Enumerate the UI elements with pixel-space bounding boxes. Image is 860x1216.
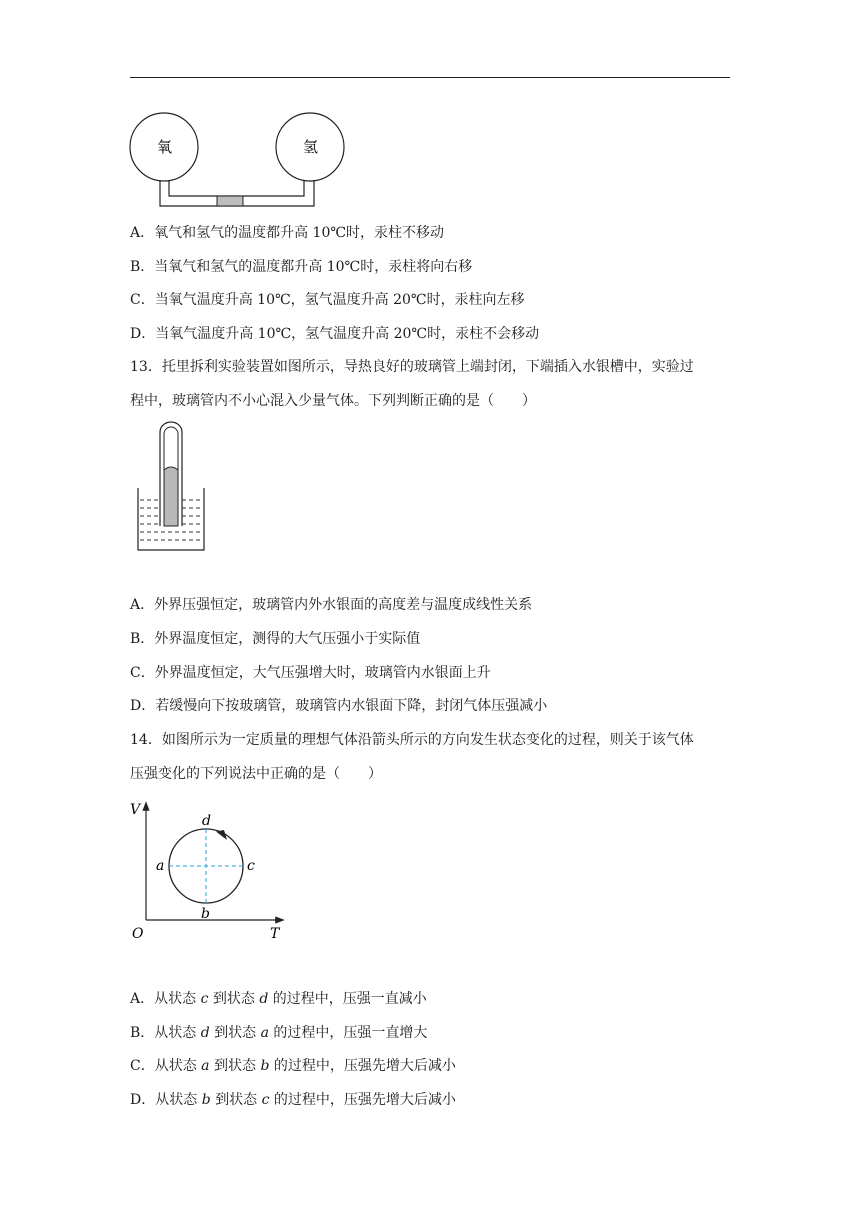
q14-option-d: D．从状态 b 到状态 c 的过程中，压强先增大后减小	[130, 1092, 456, 1108]
q14-stem-line-2: 压强变化的下列说法中正确的是（ ）	[130, 766, 382, 782]
q13-stem-line-2: 程中，玻璃管内不小心混入少量气体。下列判断正确的是（ ）	[130, 393, 536, 409]
origin-label: O	[132, 926, 144, 942]
q14-option-b: B．从状态 d 到状态 a 的过程中，压强一直增大	[130, 1025, 428, 1041]
tube-mercury-column	[164, 467, 178, 526]
q13-option-a: A．外界压强恒定，玻璃管内外水银面的高度差与温度成线性关系	[130, 597, 533, 613]
q14-stem-line-1: 14．如图所示为一定质量的理想气体沿箭头所示的方向发生状态变化的过程，则关于该气体	[130, 732, 694, 748]
v-axis-label: V	[130, 802, 141, 818]
mercury-column	[217, 196, 243, 206]
label-b: b	[201, 906, 210, 922]
t-axis-label: T	[270, 926, 280, 942]
q13-option-d: D．若缓慢向下按玻璃管，玻璃管内水银面下降，封闭气体压强减小	[130, 698, 548, 714]
q13-option-c: C．外界温度恒定，大气压强增大时，玻璃管内水银面上升	[130, 665, 491, 681]
q12-option-d: D．当氧气温度升高 10℃，氢气温度升高 20℃时，汞柱不会移动	[130, 326, 540, 342]
q12-option-b: B．当氧气和氢气的温度都升高 10℃时，汞柱将向右移	[130, 259, 473, 275]
oxygen-label: 氧	[157, 138, 173, 156]
q14-option-c: C．从状态 a 到状态 b 的过程中，压强先增大后减小	[130, 1058, 456, 1074]
header-rule	[130, 77, 730, 78]
label-c: c	[247, 858, 255, 874]
q12-option-a: A．氧气和氢气的温度都升高 10℃时，汞柱不移动	[130, 225, 445, 241]
q14-figure	[128, 796, 288, 942]
q13-option-b: B．外界温度恒定，测得的大气压强小于实际值	[130, 631, 421, 647]
q12-figure	[128, 112, 350, 212]
hydrogen-label: 氢	[303, 138, 319, 156]
q13-figure	[136, 420, 208, 552]
q12-option-c: C．当氧气温度升高 10℃，氢气温度升高 20℃时，汞柱向左移	[130, 292, 525, 308]
direction-arrow	[216, 830, 227, 840]
label-a: a	[156, 858, 165, 874]
label-d: d	[202, 813, 211, 829]
q13-stem-line-1: 13．托里拆利实验装置如图所示，导热良好的玻璃管上端封闭，下端插入水银槽中，实验过	[130, 359, 694, 375]
q14-option-a: A．从状态 c 到状态 d 的过程中，压强一直减小	[130, 991, 427, 1007]
